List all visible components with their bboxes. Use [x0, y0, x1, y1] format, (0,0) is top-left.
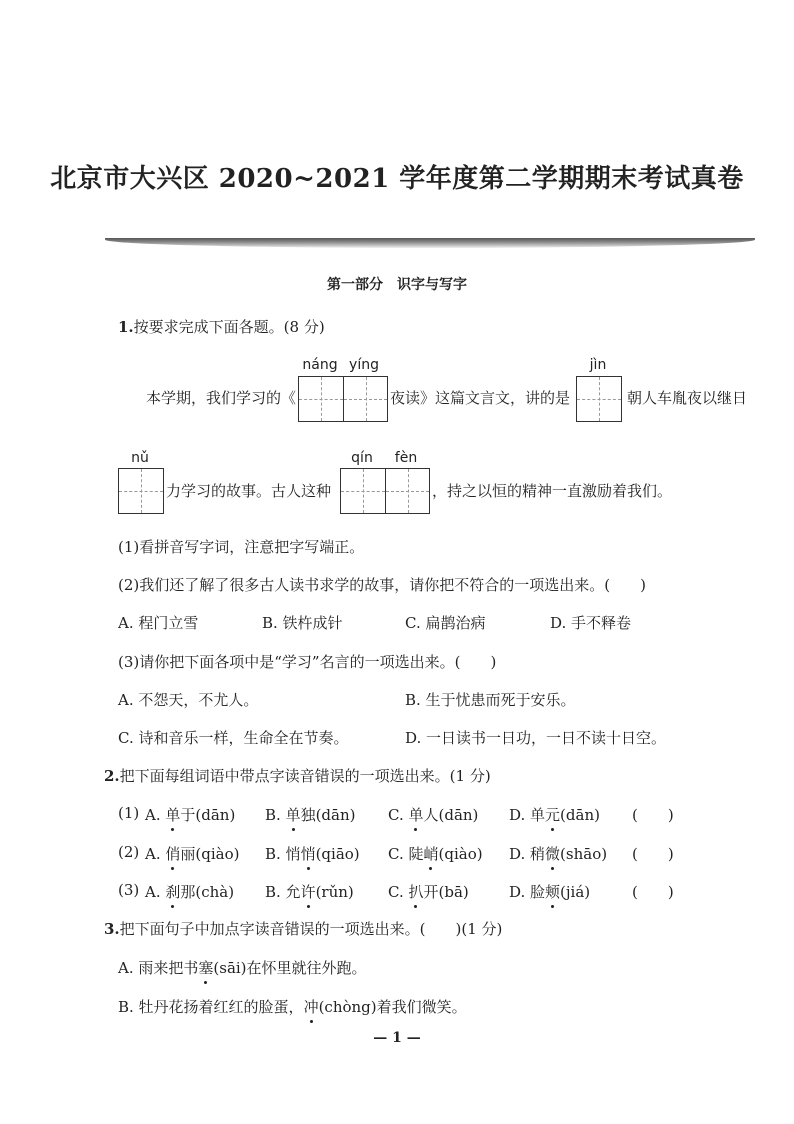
exam-title: 北京市大兴区 2020~2021 学年度第二学期期末考试真卷: [50, 164, 744, 194]
q2-row-label: (2): [118, 843, 140, 861]
option-text: C.: [388, 806, 409, 824]
question-3-prompt: [104, 918, 502, 939]
q1-sub1: (1)看拼音写字词，注意把字写端正。: [118, 538, 365, 556]
option-text: (chòng)着我们微笑。: [318, 998, 467, 1016]
option-text: D. 脸: [509, 883, 546, 901]
dotted-character: 刹: [165, 883, 181, 901]
pinyin-label: náng: [302, 357, 338, 373]
option-text: C. 陡: [388, 845, 424, 863]
option-text: B.: [265, 806, 286, 824]
dotted-character: 单: [408, 806, 424, 824]
q2-row-3-option-c[interactable]: [388, 881, 469, 902]
pinyin-label: jìn: [589, 357, 607, 373]
question-number: 3.: [104, 920, 120, 938]
option-text: A.: [145, 883, 166, 901]
q1-line1-text-c: 朝人车胤夜以继日: [627, 389, 748, 407]
pinyin-label: nǔ: [131, 450, 149, 466]
q1-sub2: (2)我们还了解了很多古人读书求学的故事，请你把不符合的一项选出来。( ): [118, 576, 646, 594]
q1-sub2-option-b[interactable]: B. 铁杵成针: [262, 614, 343, 632]
q2-row-2-option-b[interactable]: [265, 843, 360, 864]
q2-row-2-option-a[interactable]: [145, 843, 239, 864]
q2-row-1-option-b[interactable]: [265, 804, 356, 825]
dotted-character: 峭: [423, 845, 439, 863]
q1-sub3-option-d[interactable]: D. 一日读书一日功，一日不读十日空。: [405, 729, 667, 747]
q3-option-b[interactable]: [118, 996, 467, 1017]
option-text: A. 雨来把书: [118, 959, 199, 977]
option-text: 丽(qiào): [180, 845, 240, 863]
dotted-character: 冲: [303, 998, 319, 1016]
writing-cell[interactable]: [577, 377, 621, 421]
writing-grid-qinfen[interactable]: [340, 468, 430, 514]
q2-row-3-option-d[interactable]: [509, 881, 590, 902]
pinyin-label: qín: [351, 450, 373, 466]
question-text: 把下面每组词语中带点字读音错误的一项选出来。(1 分): [119, 767, 491, 785]
q1-line2-text-a: 力学习的故事。古人这种: [166, 482, 332, 500]
option-text: D. 稍: [509, 845, 546, 863]
q1-line1-text-a: 本学期，我们学习的《: [146, 389, 297, 407]
question-text: 把下面句子中加点字读音错误的一项选出来。( )(1 分): [119, 920, 503, 938]
option-text: C.: [388, 883, 409, 901]
q1-sub2-option-c[interactable]: C. 扁鹊治病: [405, 614, 486, 632]
q1-sub2-option-a[interactable]: A. 程门立雪: [118, 614, 199, 632]
title-divider: [105, 238, 755, 248]
dotted-character: 悄: [300, 845, 316, 863]
q1-sub3-option-a[interactable]: A. 不怨天，不尤人。: [118, 691, 259, 709]
q1-line2-text-b: ，持之以恒的精神一直激励着我们。: [432, 482, 673, 500]
pinyin-label: yíng: [349, 357, 379, 373]
writing-grid-nu[interactable]: [118, 468, 164, 514]
option-text: (shāo): [560, 845, 608, 863]
question-2-prompt: [104, 765, 491, 786]
section-heading: 第一部分 识字与写字: [327, 277, 467, 293]
q2-row-1-option-d[interactable]: [509, 804, 600, 825]
q2-row-2-option-d[interactable]: [509, 843, 607, 864]
option-text: A.: [145, 845, 166, 863]
option-text: 人(dān): [423, 806, 479, 824]
q1-line1-text-b: 夜读》这篇文言文，讲的是: [390, 389, 571, 407]
page-number: — 1 —: [373, 1030, 421, 1046]
option-text: (jiá): [560, 883, 591, 901]
option-text: (dān): [560, 806, 600, 824]
question-text: 按要求完成下面各题。(8 分): [133, 318, 325, 336]
option-text: (qiāo): [315, 845, 360, 863]
dotted-character: 单: [165, 806, 181, 824]
option-text: 那(chà): [180, 883, 235, 901]
q2-row-label: (1): [118, 804, 140, 822]
writing-cell[interactable]: [385, 469, 429, 513]
option-text: B. 牡丹花扬着红红的脸蛋，: [118, 998, 304, 1016]
writing-cell[interactable]: [119, 469, 163, 513]
option-text: 于(dān): [180, 806, 236, 824]
writing-cell[interactable]: [299, 377, 343, 421]
dotted-character: 扒: [408, 883, 424, 901]
dotted-character: 塞: [198, 959, 214, 977]
writing-cell[interactable]: [343, 377, 387, 421]
question-number: 1.: [118, 318, 134, 336]
q2-row-1-option-c[interactable]: [388, 804, 478, 825]
q1-sub3-option-b[interactable]: B. 生于忧患而死于安乐。: [405, 691, 576, 709]
option-text: (qiào): [438, 845, 483, 863]
answer-parenthesis[interactable]: ( ): [632, 845, 674, 863]
option-text: D. 单: [509, 806, 546, 824]
q2-row-3-option-a[interactable]: [145, 881, 234, 902]
dotted-character: 许: [300, 883, 316, 901]
q2-row-1-option-a[interactable]: [145, 804, 235, 825]
q3-option-a[interactable]: [118, 957, 367, 978]
question-1-prompt: [118, 316, 325, 337]
dotted-character: 元: [545, 806, 561, 824]
writing-grid-nangying[interactable]: [298, 376, 388, 422]
option-text: (rǔn): [315, 883, 354, 901]
dotted-character: 单: [285, 806, 301, 824]
option-text: (sāi)在怀里就往外跑。: [213, 959, 367, 977]
q2-row-3-option-b[interactable]: [265, 881, 354, 902]
answer-parenthesis[interactable]: ( ): [632, 806, 674, 824]
option-text: 独(dān): [300, 806, 356, 824]
writing-cell[interactable]: [341, 469, 385, 513]
writing-grid-jin[interactable]: [576, 376, 622, 422]
option-text: B. 悄: [265, 845, 301, 863]
pinyin-label: fèn: [394, 450, 418, 466]
q2-row-2-option-c[interactable]: [388, 843, 483, 864]
dotted-character: 颊: [545, 883, 561, 901]
dotted-character: 微: [545, 845, 561, 863]
q2-row-label: (3): [118, 881, 140, 899]
q1-sub3: (3)请你把下面各项中是“学习”名言的一项选出来。( ): [118, 653, 497, 671]
q1-sub2-option-d[interactable]: D. 手不释卷: [550, 614, 632, 632]
dotted-character: 俏: [165, 845, 181, 863]
option-text: A.: [145, 806, 166, 824]
option-text: 开(bā): [423, 883, 469, 901]
option-text: B. 允: [265, 883, 301, 901]
q1-sub3-option-c[interactable]: C. 诗和音乐一样，生命全在节奏。: [118, 729, 349, 747]
answer-parenthesis[interactable]: ( ): [632, 883, 674, 901]
question-number: 2.: [104, 767, 120, 785]
